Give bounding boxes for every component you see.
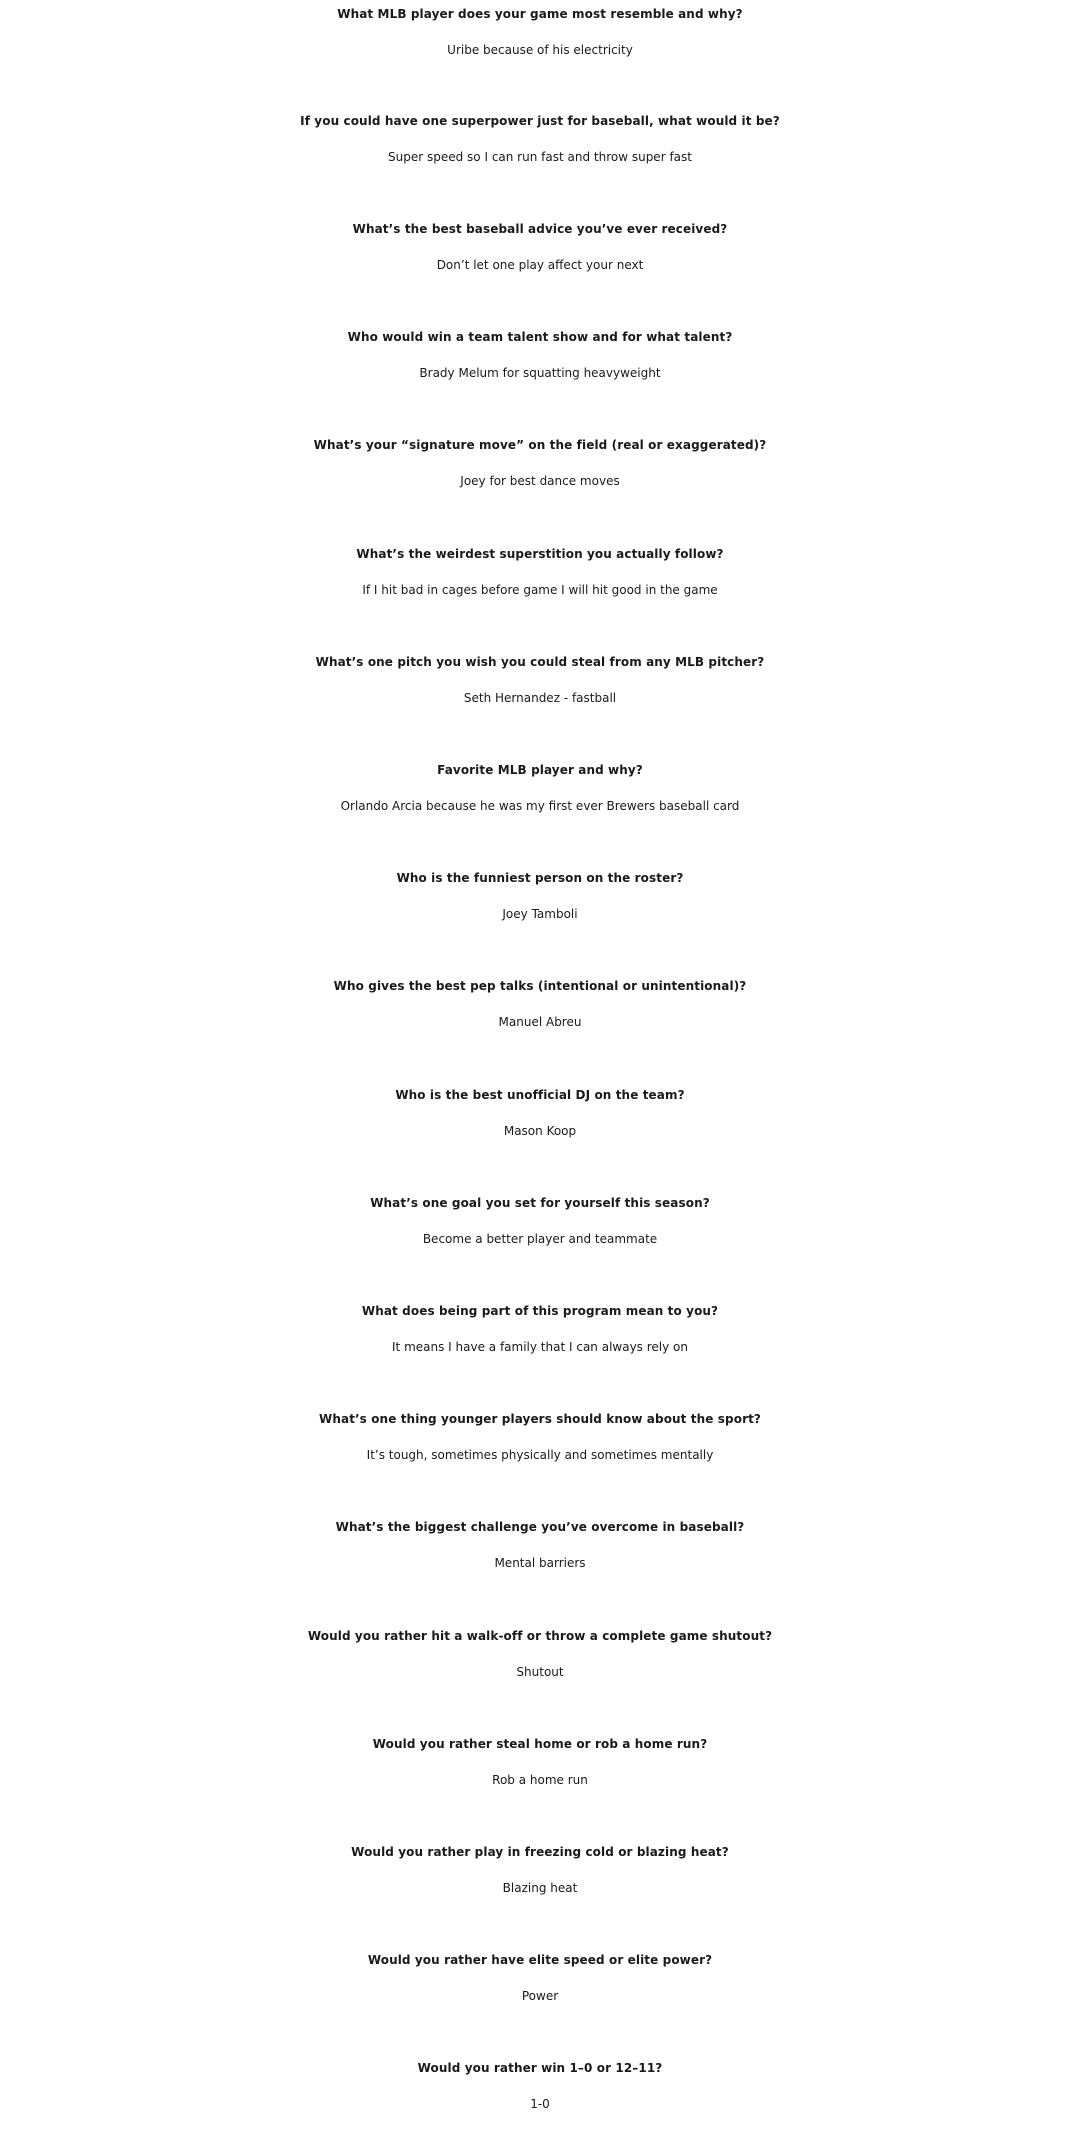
question: What MLB player does your game most resemble and why? [337,7,743,21]
question: What’s the weirdest superstition you actually follow? [356,547,724,561]
question: Would you rather hit a walk-off or throw a complete game shutout? [307,1629,773,1643]
answer: Manuel Abreu [498,1015,582,1029]
answer: It means I have a family that I can always rely on [392,1340,688,1354]
qa-item [0,103,1080,175]
question: What’s the best baseball advice you’ve ever received? [352,222,728,236]
answer: If I hit bad in cages before game I will hit good in the game [362,583,718,597]
answer: Uribe because of his electricity [447,43,633,57]
question: Would you rather play in freezing cold or blazing heat? [351,1845,729,1859]
answer: Seth Hernandez - fastball [463,691,617,705]
qa-item [0,2050,1080,2122]
question: What’s your “signature move” on the field (real or exaggerated)? [313,438,767,452]
qa-item [0,860,1080,932]
answer: Rob a home run [492,1773,588,1787]
question: If you could have one superpower just for baseball, what would it be? [300,114,780,128]
answer: Super speed so I can run fast and throw super fast [388,150,692,164]
answer: Don’t let one play affect your next [436,258,644,272]
answer: It’s tough, sometimes physically and sometimes mentally [366,1448,714,1462]
qa-item [0,1618,1080,1690]
question: Would you rather have elite speed or elite power? [367,1953,713,1967]
qa-item [0,1401,1080,1473]
answer: Mason Koop [503,1124,577,1138]
answer: Mental barriers [494,1556,586,1570]
qa-item [0,1942,1080,2014]
answer: Joey Tamboli [502,907,578,921]
question: Would you rather win 1–0 or 12–11? [417,2061,663,2075]
qa-item [0,211,1080,283]
answer: Power [521,1989,559,2003]
qa-item [0,1509,1080,1581]
answer: Shutout [516,1665,564,1679]
answer: 1-0 [530,2097,550,2111]
answer: Blazing heat [502,1881,578,1895]
question: What’s one thing younger players should know about the sport? [319,1412,761,1426]
question: Who gives the best pep talks (intentional or unintentional)? [333,979,747,993]
answer: Become a better player and teammate [422,1232,658,1246]
question: Would you rather steal home or rob a home run? [372,1737,708,1751]
qa-item [0,427,1080,499]
question: What’s the biggest challenge you’ve overcome in baseball? [335,1520,745,1534]
question: Favorite MLB player and why? [437,763,643,777]
qa-item [0,319,1080,391]
qa-item [0,536,1080,608]
question: What does being part of this program mean to you? [361,1304,719,1318]
qa-item [0,644,1080,716]
qa-item [0,0,1080,68]
answer: Brady Melum for squatting heavyweight [419,366,661,380]
question: What’s one goal you set for yourself this season? [370,1196,710,1210]
answer: Joey for best dance moves [460,474,620,488]
qa-item [0,752,1080,824]
question: What’s one pitch you wish you could steal from any MLB pitcher? [315,655,765,669]
qa-item [0,1185,1080,1257]
qa-item [0,968,1080,1040]
question: Who is the best unofficial DJ on the team? [395,1088,685,1102]
qa-item [0,1293,1080,1365]
qa-item [0,1077,1080,1149]
qa-item [0,1726,1080,1798]
question: Who is the funniest person on the roster? [396,871,684,885]
qa-item [0,1834,1080,1906]
question: Who would win a team talent show and for what talent? [347,330,733,344]
answer: Orlando Arcia because he was my first ever Brewers baseball card [340,799,740,813]
